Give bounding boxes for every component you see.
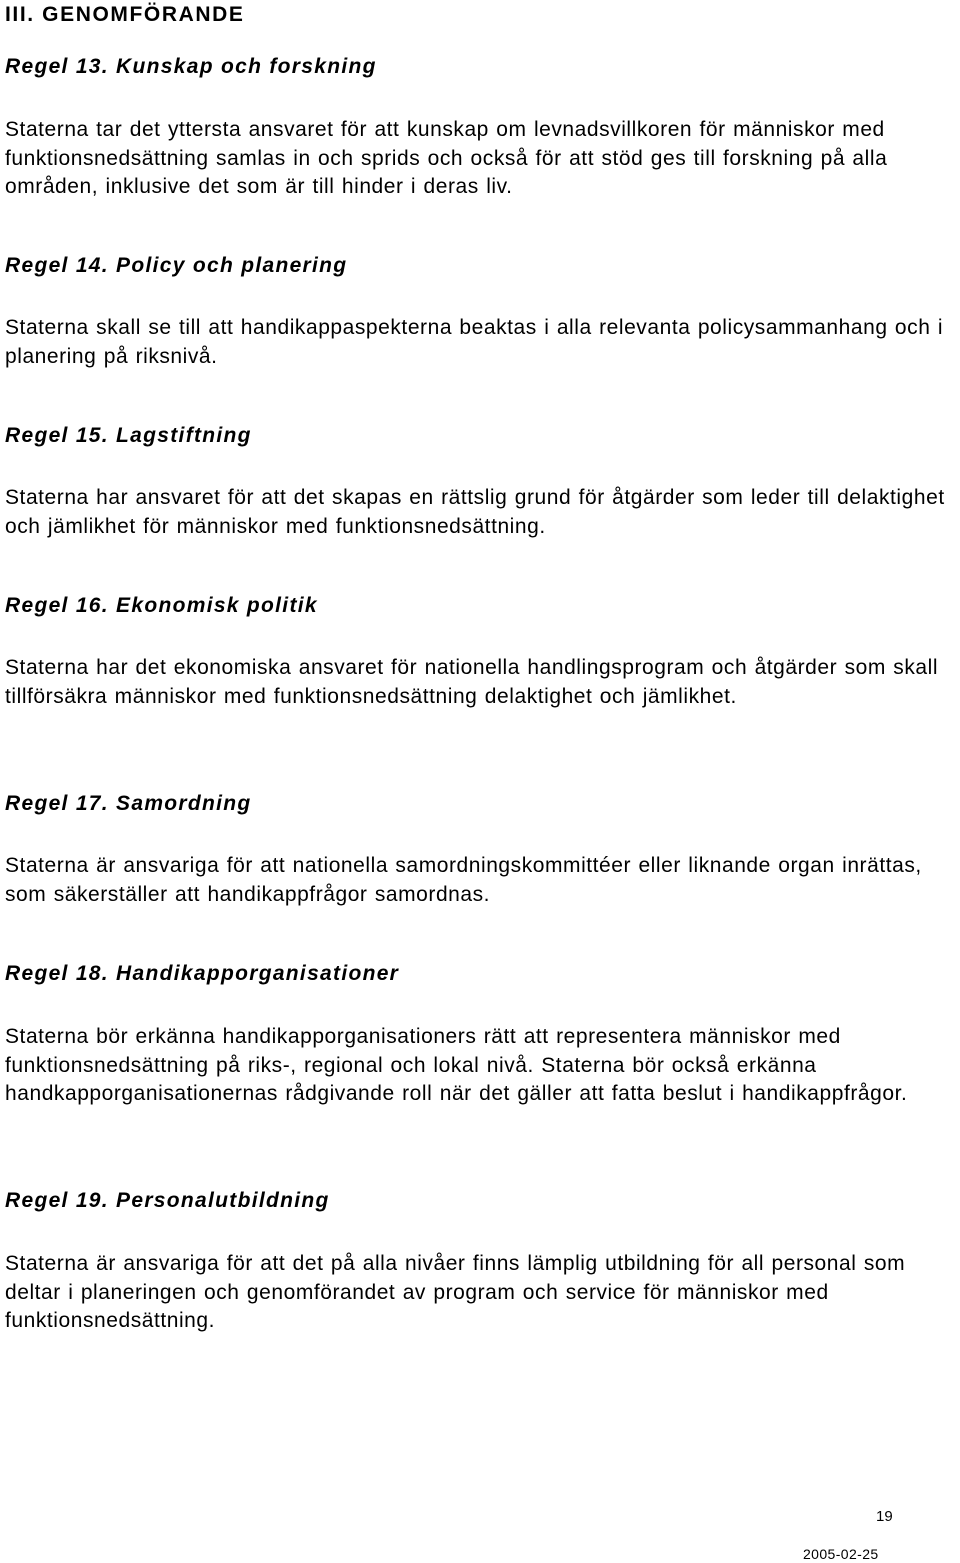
rule-14-text: Staterna skall se till att handikappaspekterna beaktas i alla relevanta policysammanhang och i planering på riksnivå. <box>5 316 944 368</box>
rule-16-heading: Regel 16. Ekonomisk politik <box>5 594 318 617</box>
page-date: 2005-02-25 <box>803 1546 879 1562</box>
page-number: 19 <box>876 1508 893 1525</box>
rule-15-heading: Regel 15. Lagstiftning <box>5 424 252 447</box>
rule-13-heading: Regel 13. Kunskap och forskning <box>5 55 377 78</box>
rule-14-heading: Regel 14. Policy och planering <box>5 254 348 277</box>
rule-13-text: Staterna tar det yttersta ansvaret för att kunskap om levnadsvillkoren för människor med funktionsnedsättning samlas in och sprids och också för att stöd ges till forskning på alla områden, inklusive det som är till hinder i deras liv. <box>5 118 888 198</box>
rule-18-heading: Regel 18. Handikapporganisationer <box>5 962 400 985</box>
rule-15-text: Staterna har ansvaret för att det skapas en rättslig grund för åtgärder som leder till delaktighet och jämlikhet för människor med funktionsnedsättning. <box>5 486 945 538</box>
rule-19-text: Staterna är ansvariga för att det på alla nivåer finns lämplig utbildning för all personal som deltar i planeringen och genomförandet av program och service för människor med funktionsnedsättning. <box>5 1252 906 1332</box>
rule-16-text: Staterna har det ekonomiska ansvaret för nationella handlingsprogram och åtgärder som skall tillförsäkra människor med funktionsnedsättning delaktighet och jämlikhet. <box>5 656 939 708</box>
rule-19-heading: Regel 19. Personalutbildning <box>5 1189 330 1212</box>
rule-17-heading: Regel 17. Samordning <box>5 792 252 815</box>
part-heading: III. GENOMFÖRANDE <box>5 3 245 26</box>
rule-17-text: Staterna är ansvariga för att nationella samordningskommittéer eller liknande organ inrättas, som säkerställer att handikappfrågor samordnas. <box>5 854 922 906</box>
rule-18-text: Staterna bör erkänna handikapporganisationers rätt att representera människor med funktionsnedsättning på riks-, regional och lokal nivå. Staterna bör också erkänna handkapporganisationernas rådgivande roll när det gäller att fatta beslut i handikappfrågor. <box>5 1025 908 1105</box>
